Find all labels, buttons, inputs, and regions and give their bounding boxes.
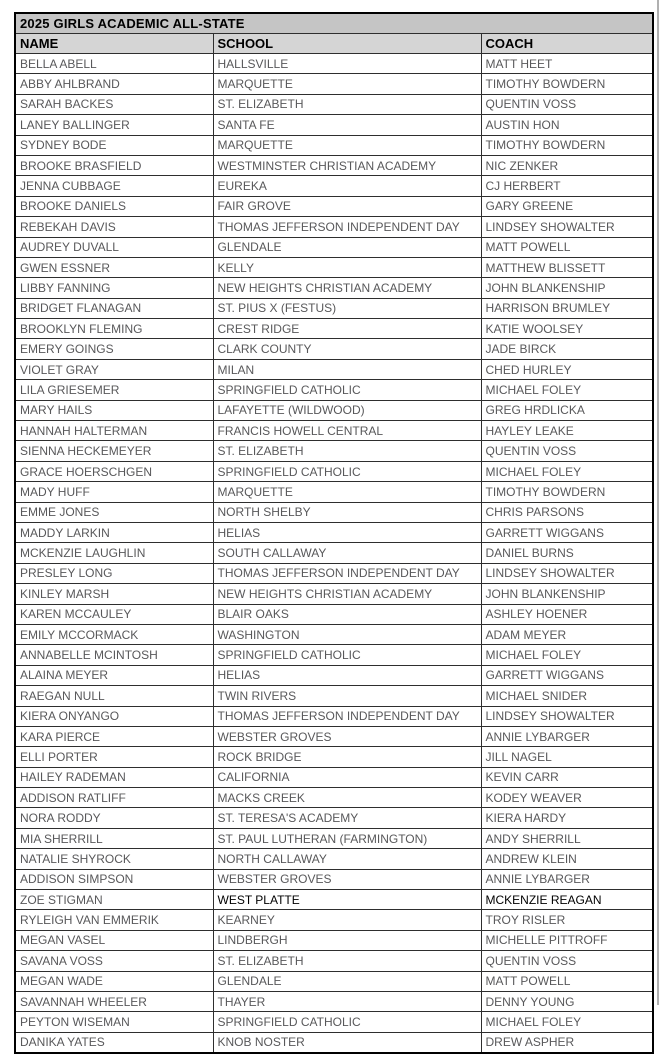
athlete-name: MEGAN WADE — [15, 971, 213, 991]
school-name: FRANCIS HOWELL CENTRAL — [213, 421, 481, 441]
table-row — [15, 788, 653, 808]
coach-name: MCKENZIE REAGAN — [481, 890, 653, 910]
table-row — [15, 991, 653, 1011]
school-name: ST. ELIZABETH — [213, 441, 481, 461]
table-row — [15, 155, 653, 175]
school-name: SANTA FE — [213, 115, 481, 135]
table-row — [15, 359, 653, 379]
athlete-name: EMERY GOINGS — [15, 339, 213, 359]
coach-name: GARY GREENE — [481, 196, 653, 216]
table-row — [15, 298, 653, 318]
athlete-name: RYLEIGH VAN EMMERIK — [15, 910, 213, 930]
coach-name: MICHAEL FOLEY — [481, 1012, 653, 1032]
table-row — [15, 563, 653, 583]
table-row — [15, 461, 653, 481]
table-row — [15, 339, 653, 359]
coach-name: TIMOTHY BOWDERN — [481, 74, 653, 94]
athlete-name: NATALIE SHYROCK — [15, 849, 213, 869]
athlete-name: BROOKE DANIELS — [15, 196, 213, 216]
school-name: GLENDALE — [213, 237, 481, 257]
athlete-name: MEGAN VASEL — [15, 930, 213, 950]
table-title-row — [15, 13, 653, 34]
table-row — [15, 971, 653, 991]
school-name: SOUTH CALLAWAY — [213, 543, 481, 563]
athlete-name: BELLA ABELL — [15, 54, 213, 74]
table-row — [15, 645, 653, 665]
table-row — [15, 706, 653, 726]
athlete-name: RAEGAN NULL — [15, 686, 213, 706]
table-row — [15, 74, 653, 94]
table-row — [15, 400, 653, 420]
table-row — [15, 747, 653, 767]
coach-name: JOHN BLANKENSHIP — [481, 584, 653, 604]
athlete-name: MCKENZIE LAUGHLIN — [15, 543, 213, 563]
coach-name: DANIEL BURNS — [481, 543, 653, 563]
athlete-name: BROOKLYN FLEMING — [15, 319, 213, 339]
school-name: CREST RIDGE — [213, 319, 481, 339]
school-name: CALIFORNIA — [213, 767, 481, 787]
table-header-row — [15, 34, 653, 54]
table-row — [15, 54, 653, 74]
coach-name: DREW ASPHER — [481, 1032, 653, 1053]
school-name: FAIR GROVE — [213, 196, 481, 216]
coach-name: MICHAEL FOLEY — [481, 380, 653, 400]
column-header-name: NAME — [15, 34, 213, 54]
athlete-name: ADDISON RATLIFF — [15, 788, 213, 808]
coach-name: QUENTIN VOSS — [481, 441, 653, 461]
table-row — [15, 522, 653, 542]
athlete-name: ALAINA MEYER — [15, 665, 213, 685]
athlete-name: REBEKAH DAVIS — [15, 217, 213, 237]
school-name: BLAIR OAKS — [213, 604, 481, 624]
coach-name: TROY RISLER — [481, 910, 653, 930]
coach-name: KATIE WOOLSEY — [481, 319, 653, 339]
school-name: GLENDALE — [213, 971, 481, 991]
coach-name: MICHELLE PITTROFF — [481, 930, 653, 950]
coach-name: MICHAEL FOLEY — [481, 461, 653, 481]
coach-name: GARRETT WIGGANS — [481, 665, 653, 685]
table-row — [15, 217, 653, 237]
coach-name: KEVIN CARR — [481, 767, 653, 787]
athlete-name: LIBBY FANNING — [15, 278, 213, 298]
athlete-name: HANNAH HALTERMAN — [15, 421, 213, 441]
school-name: TWIN RIVERS — [213, 686, 481, 706]
coach-name: ANDY SHERRILL — [481, 828, 653, 848]
table-row — [15, 482, 653, 502]
table-row — [15, 849, 653, 869]
school-name: EUREKA — [213, 176, 481, 196]
coach-name: CHRIS PARSONS — [481, 502, 653, 522]
athlete-name: ELLI PORTER — [15, 747, 213, 767]
table-row — [15, 930, 653, 950]
school-name: SPRINGFIELD CATHOLIC — [213, 461, 481, 481]
athlete-name: BROOKE BRASFIELD — [15, 155, 213, 175]
coach-name: JOHN BLANKENSHIP — [481, 278, 653, 298]
athlete-name: SYDNEY BODE — [15, 135, 213, 155]
coach-name: CJ HERBERT — [481, 176, 653, 196]
table-row — [15, 278, 653, 298]
table-row — [15, 319, 653, 339]
table-row — [15, 951, 653, 971]
school-name: SPRINGFIELD CATHOLIC — [213, 380, 481, 400]
coach-name: QUENTIN VOSS — [481, 951, 653, 971]
table-row — [15, 115, 653, 135]
coach-name: NIC ZENKER — [481, 155, 653, 175]
coach-name: MATT POWELL — [481, 237, 653, 257]
coach-name: KIERA HARDY — [481, 808, 653, 828]
school-name: ST. ELIZABETH — [213, 94, 481, 114]
coach-name: HAYLEY LEAKE — [481, 421, 653, 441]
table-row — [15, 808, 653, 828]
table-row — [15, 910, 653, 930]
school-name: KELLY — [213, 257, 481, 277]
school-name: CLARK COUNTY — [213, 339, 481, 359]
coach-name: MATT POWELL — [481, 971, 653, 991]
athlete-name: ANNABELLE MCINTOSH — [15, 645, 213, 665]
coach-name: DENNY YOUNG — [481, 991, 653, 1011]
school-name: HELIAS — [213, 522, 481, 542]
school-name: MILAN — [213, 359, 481, 379]
athlete-name: PEYTON WISEMAN — [15, 1012, 213, 1032]
athlete-name: KAREN MCCAULEY — [15, 604, 213, 624]
athlete-name: JENNA CUBBAGE — [15, 176, 213, 196]
table-row — [15, 543, 653, 563]
school-name: THAYER — [213, 991, 481, 1011]
athlete-name: MIA SHERRILL — [15, 828, 213, 848]
athlete-name: DANIKA YATES — [15, 1032, 213, 1053]
school-name: THOMAS JEFFERSON INDEPENDENT DAY — [213, 706, 481, 726]
coach-name: JILL NAGEL — [481, 747, 653, 767]
coach-name: ADAM MEYER — [481, 624, 653, 644]
table-row — [15, 584, 653, 604]
coach-name: LINDSEY SHOWALTER — [481, 706, 653, 726]
coach-name: TIMOTHY BOWDERN — [481, 135, 653, 155]
table-row — [15, 604, 653, 624]
athlete-name: SARAH BACKES — [15, 94, 213, 114]
coach-name: ASHLEY HOENER — [481, 604, 653, 624]
table-row — [15, 1012, 653, 1032]
coach-name: JADE BIRCK — [481, 339, 653, 359]
school-name: NORTH CALLAWAY — [213, 849, 481, 869]
coach-name: QUENTIN VOSS — [481, 94, 653, 114]
athlete-name: EMME JONES — [15, 502, 213, 522]
athlete-name: KIERA ONYANGO — [15, 706, 213, 726]
school-name: HELIAS — [213, 665, 481, 685]
athlete-name: MADDY LARKIN — [15, 522, 213, 542]
school-name: THOMAS JEFFERSON INDEPENDENT DAY — [213, 217, 481, 237]
page-title: 2025 GIRLS ACADEMIC ALL-STATE — [15, 13, 653, 34]
school-name: MARQUETTE — [213, 74, 481, 94]
coach-name: KODEY WEAVER — [481, 788, 653, 808]
school-name: THOMAS JEFFERSON INDEPENDENT DAY — [213, 563, 481, 583]
school-name: WESTMINSTER CHRISTIAN ACADEMY — [213, 155, 481, 175]
table-row — [15, 135, 653, 155]
coach-name: CHED HURLEY — [481, 359, 653, 379]
table-row — [15, 237, 653, 257]
athlete-name: MARY HAILS — [15, 400, 213, 420]
athlete-name: HAILEY RADEMAN — [15, 767, 213, 787]
school-name: KEARNEY — [213, 910, 481, 930]
athlete-name: EMILY MCCORMACK — [15, 624, 213, 644]
athlete-name: LANEY BALLINGER — [15, 115, 213, 135]
table-row — [15, 1032, 653, 1053]
school-name: KNOB NOSTER — [213, 1032, 481, 1053]
athlete-name: SIENNA HECKEMEYER — [15, 441, 213, 461]
coach-name: MICHAEL FOLEY — [481, 645, 653, 665]
athlete-name: BRIDGET FLANAGAN — [15, 298, 213, 318]
table-row — [15, 380, 653, 400]
school-name: ST. ELIZABETH — [213, 951, 481, 971]
athlete-name: ZOE STIGMAN — [15, 890, 213, 910]
school-name: NEW HEIGHTS CHRISTIAN ACADEMY — [213, 584, 481, 604]
table-row — [15, 196, 653, 216]
athlete-name: SAVANA VOSS — [15, 951, 213, 971]
school-name: LINDBERGH — [213, 930, 481, 950]
coach-name: LINDSEY SHOWALTER — [481, 217, 653, 237]
school-name: ST. PIUS X (FESTUS) — [213, 298, 481, 318]
table-row — [15, 421, 653, 441]
school-name: MACKS CREEK — [213, 788, 481, 808]
table-row — [15, 176, 653, 196]
coach-name: HARRISON BRUMLEY — [481, 298, 653, 318]
coach-name: MICHAEL SNIDER — [481, 686, 653, 706]
coach-name: ANNIE LYBARGER — [481, 869, 653, 889]
athlete-name: VIOLET GRAY — [15, 359, 213, 379]
athlete-name: ABBY AHLBRAND — [15, 74, 213, 94]
coach-name: MATT HEET — [481, 54, 653, 74]
school-name: NORTH SHELBY — [213, 502, 481, 522]
academic-all-state-table — [14, 12, 654, 1054]
table-row — [15, 828, 653, 848]
athlete-name: GRACE HOERSCHGEN — [15, 461, 213, 481]
page-edge-line — [657, 0, 659, 1005]
coach-name: ANDREW KLEIN — [481, 849, 653, 869]
school-name: ROCK BRIDGE — [213, 747, 481, 767]
school-name: MARQUETTE — [213, 482, 481, 502]
table-row — [15, 869, 653, 889]
school-name: SPRINGFIELD CATHOLIC — [213, 1012, 481, 1032]
athlete-name: ADDISON SIMPSON — [15, 869, 213, 889]
table-row — [15, 767, 653, 787]
athlete-name: MADY HUFF — [15, 482, 213, 502]
school-name: MARQUETTE — [213, 135, 481, 155]
coach-name: ANNIE LYBARGER — [481, 726, 653, 746]
table-row — [15, 726, 653, 746]
table-row — [15, 665, 653, 685]
school-name: SPRINGFIELD CATHOLIC — [213, 645, 481, 665]
table-row — [15, 502, 653, 522]
school-name: ST. PAUL LUTHERAN (FARMINGTON) — [213, 828, 481, 848]
coach-name: LINDSEY SHOWALTER — [481, 563, 653, 583]
athlete-name: GWEN ESSNER — [15, 257, 213, 277]
column-header-school: SCHOOL — [213, 34, 481, 54]
athlete-name: AUDREY DUVALL — [15, 237, 213, 257]
athlete-name: PRESLEY LONG — [15, 563, 213, 583]
table-row — [15, 94, 653, 114]
table-row — [15, 441, 653, 461]
column-header-coach: COACH — [481, 34, 653, 54]
athlete-name: SAVANNAH WHEELER — [15, 991, 213, 1011]
coach-name: TIMOTHY BOWDERN — [481, 482, 653, 502]
school-name: ST. TERESA'S ACADEMY — [213, 808, 481, 828]
school-name: WEST PLATTE — [213, 890, 481, 910]
athlete-name: KARA PIERCE — [15, 726, 213, 746]
coach-name: AUSTIN HON — [481, 115, 653, 135]
school-name: WEBSTER GROVES — [213, 869, 481, 889]
school-name: WEBSTER GROVES — [213, 726, 481, 746]
table-row — [15, 257, 653, 277]
athlete-name: LILA GRIESEMER — [15, 380, 213, 400]
athlete-name: NORA RODDY — [15, 808, 213, 828]
table-row — [15, 624, 653, 644]
school-name: LAFAYETTE (WILDWOOD) — [213, 400, 481, 420]
coach-name: GARRETT WIGGANS — [481, 522, 653, 542]
school-name: WASHINGTON — [213, 624, 481, 644]
school-name: NEW HEIGHTS CHRISTIAN ACADEMY — [213, 278, 481, 298]
coach-name: MATTHEW BLISSETT — [481, 257, 653, 277]
table-row — [15, 686, 653, 706]
athlete-name: KINLEY MARSH — [15, 584, 213, 604]
school-name: HALLSVILLE — [213, 54, 481, 74]
table-row — [15, 890, 653, 910]
coach-name: GREG HRDLICKA — [481, 400, 653, 420]
